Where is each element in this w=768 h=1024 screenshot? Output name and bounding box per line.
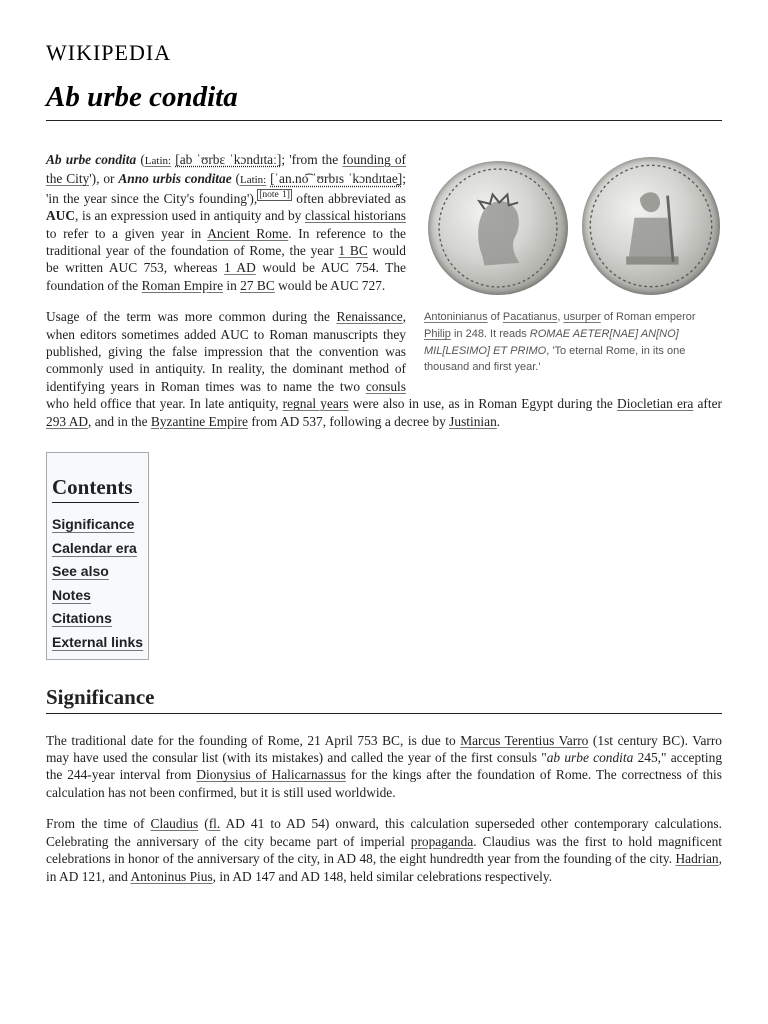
link-dionysius-of-halicarnassus[interactable]: Dionysius of Halicarnassus <box>196 767 346 783</box>
table-of-contents <box>46 452 149 660</box>
figure-caption: Antoninianus of Pacatianus, usurper of Roman emperor Philip in 248. It reads ROMAE AETER[NAE] AN[NO] MIL[LESIMO] ET PRIMO, 'To eternal Rome, in its one thousand and first year.' <box>424 311 696 374</box>
coin-reverse-image <box>582 157 720 295</box>
caption-link-pacatianus[interactable]: Pacatianus <box>502 311 558 323</box>
lead-section <box>46 151 722 430</box>
toc-item-citations[interactable]: Citations <box>52 610 112 627</box>
latin-language-link-2[interactable]: Latin: <box>239 174 267 187</box>
toc-item-significance[interactable]: Significance <box>52 516 135 533</box>
link-marcus-terentius-varro[interactable]: Marcus Terentius Varro <box>460 732 589 748</box>
toc-title: Contents <box>52 475 139 503</box>
abbreviation-auc: AUC <box>46 208 76 224</box>
toc-item-calendar-era[interactable]: Calendar era <box>52 539 137 556</box>
link-diocletian-era[interactable]: Diocletian era <box>617 396 694 412</box>
term-ab-urbe-condita: Ab urbe condita <box>46 152 137 167</box>
link-hadrian[interactable]: Hadrian <box>675 851 719 867</box>
link-regnal-years[interactable]: regnal years <box>282 396 349 412</box>
latin-language-link[interactable]: Latin: <box>144 155 172 167</box>
founding-of-the-city-link[interactable]: founding of the City <box>46 152 406 187</box>
link-27-bc[interactable]: 27 BC <box>240 277 275 293</box>
caption-link-philip[interactable]: Philip <box>424 327 451 340</box>
toc-item-notes[interactable]: Notes <box>52 586 91 603</box>
ipa-pronunciation-1[interactable]: [ab ˈʊrbɛ ˈkɔndɪtaː] <box>175 152 282 167</box>
footnote-note-1[interactable]: [note 1] <box>259 190 290 201</box>
link-claudius[interactable]: Claudius <box>150 816 199 832</box>
ipa-pronunciation-2[interactable]: [ˈan.no͡ ˈʊrbɪs ˈkɔndɪtae̯] <box>270 171 403 187</box>
link-propaganda[interactable]: propaganda <box>410 833 474 849</box>
coin-figure <box>424 157 722 376</box>
toc-list <box>52 513 143 655</box>
link-antoninus-pius[interactable]: Antoninus Pius <box>130 868 213 884</box>
term-anno-urbis-conditae: Anno urbis conditae <box>118 171 232 187</box>
significance-paragraph-1: The traditional date for the founding of Rome, 21 April 753 BC, is due to Marcus Terentius Varro (1st century BC). Varro may have used the consular list (with its mistakes) and called the year of the first consuls "ab urbe condita 245," accepting the 244-year interval from Dionysius of Halicarnassus for the kings after the foundation of Rome. The correctness of this calculation has not been confirmed, but it is still used worldwide. <box>46 732 723 800</box>
link-293-ad[interactable]: 293 AD <box>46 413 89 429</box>
link-classical-historians[interactable]: classical historians <box>304 208 407 224</box>
link-1-ad[interactable]: 1 AD <box>223 260 256 276</box>
link-renaissance[interactable]: Renaissance <box>336 309 403 325</box>
lead-paragraph-2: Usage of the term was more common during the Renaissance, when editors sometimes added AUC to Roman manuscripts they published, giving the false impression that the convention was commonly used in antiquity. In reality, the dominant method of identifying years in Roman times was to name the two consuls who held office that year. In late antiquity, regnal years were also in use, as in Roman Egypt during the Diocletian era after 293 AD, and in the Byzantine Empire from AD 537, following a decree by Justinian. <box>46 309 722 429</box>
section-heading-significance: Significance <box>46 684 722 714</box>
toc-item-see-also[interactable]: See also <box>52 563 109 580</box>
article-page <box>46 40 722 899</box>
lead-paragraph-1: Ab urbe condita (Latin: [ab ˈʊrbɛ ˈkɔndɪtaː]; 'from the founding of the City'), or Anno urbis conditae (Latin: [ˈan.no͡ ˈʊrbɪs ˈkɔndɪtae̯]; 'in the year since the City's founding'), [note 1] often abbreviated as AUC, is an expression used in antiquity and by classical historians to refer to a given year in Ancient Rome. In reference to the traditional year of the foundation of Rome, the year 1 BC would be written AUC 753, whereas 1 AD would be AUC 754. The foundation of the Roman Empire in 27 BC would be AUC 727. <box>46 152 407 293</box>
caption-latin-inscription: ROMAE AETER[NAE] AN[NO] MIL[LESIMO] ET PRIMO <box>424 327 679 357</box>
link-1-bc[interactable]: 1 BC <box>338 243 368 259</box>
link-floruit[interactable]: fl. <box>208 816 221 832</box>
wikipedia-logo[interactable]: WIKIPEDIA <box>46 40 172 65</box>
caption-link-antoninianus[interactable]: Antoninianus <box>424 311 488 323</box>
toc-item-external-links[interactable]: External links <box>52 634 144 651</box>
significance-paragraph-2: From the time of Claudius (fl. AD 41 to AD 54) onward, this calculation superseded other contemporary calculations. Celebrating the anniversary of the city became part of imperial propaganda. Claudius was the first to hold magnificent celebrations in honor of the anniversary of the city, in AD 48, the eight hundredth year from the founding of the city. Hadrian, in AD 121, and Antoninus Pius, in AD 147 and AD 148, held similar celebrations respectively. <box>46 816 722 884</box>
page-title: Ab urbe condita <box>46 80 722 121</box>
link-roman-empire[interactable]: Roman Empire <box>141 277 224 293</box>
link-consuls[interactable]: consuls <box>365 378 406 394</box>
caption-link-usurper[interactable]: usurper <box>563 311 601 323</box>
coin-obverse-image <box>428 161 568 295</box>
coin-image[interactable] <box>424 157 722 305</box>
link-justinian[interactable]: Justinian <box>449 413 497 429</box>
link-byzantine-empire[interactable]: Byzantine Empire <box>150 413 248 429</box>
link-ancient-rome[interactable]: Ancient Rome <box>207 225 289 241</box>
